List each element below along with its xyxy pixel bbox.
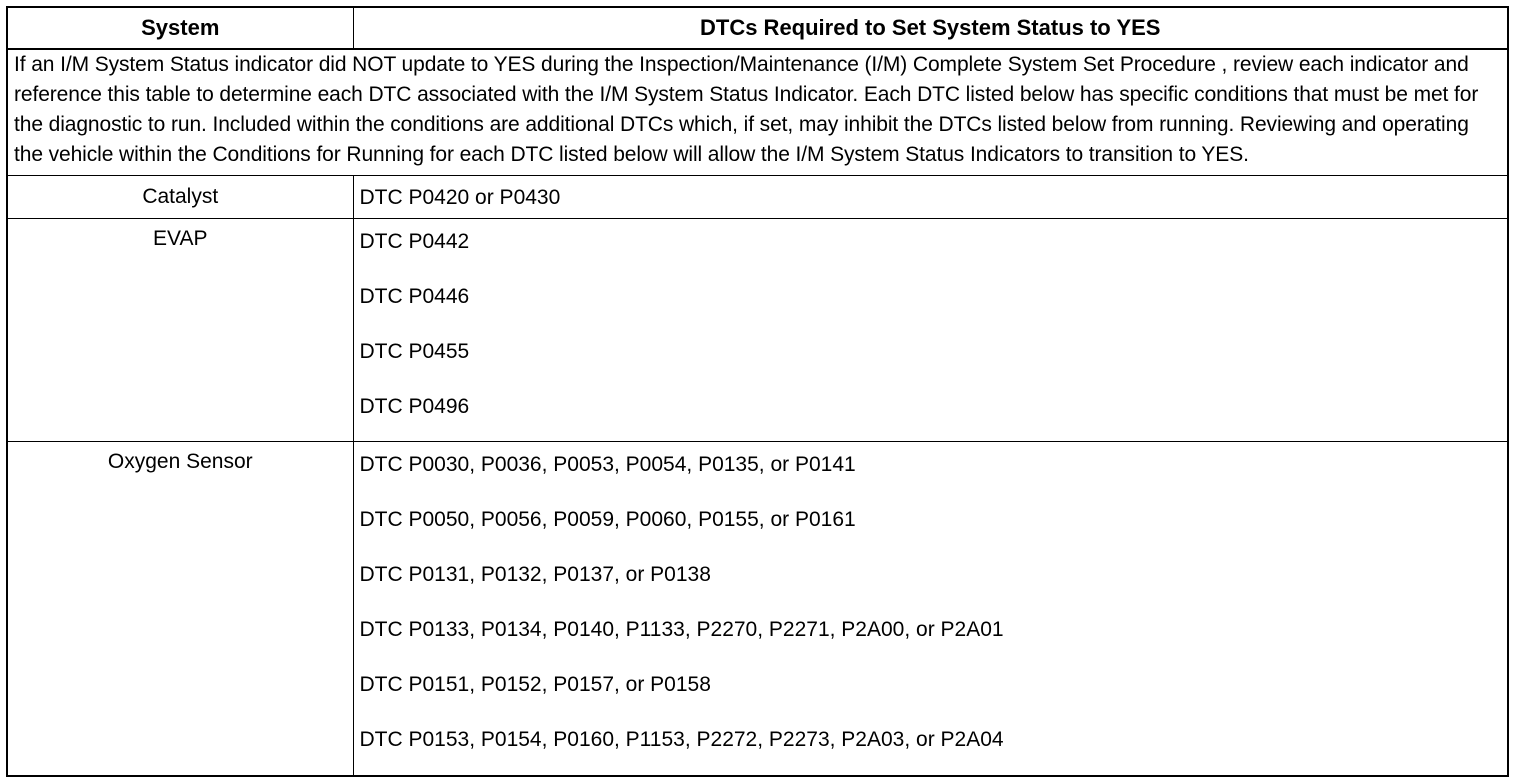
intro-row [7,49,1508,176]
header-system: System [7,7,353,49]
system-cell: Catalyst [7,176,353,219]
table-row-catalyst [7,176,1508,219]
system-cell: Oxygen Sensor [7,442,353,776]
dtc-line: DTC P0153, P0154, P0160, P1153, P2272, P2273, P2A03, or P2A04 [359,728,1004,752]
dtc-line: DTC P0496 [359,395,470,419]
intro-text: If an I/M System Status indicator did NOT update to YES during the Inspection/Maintenance (I/M) Complete System Set Procedure , review each indicator and reference this table to determine each DTC associated with the I/M System Status Indicator. Each DTC listed below has specific conditions that must be met for the diagnostic to run. Included within the conditions are additional DTCs which, if set, may inhibit the DTCs listed below from running. Reviewing and operating the vehicle within the Conditions for Running for each DTC listed below will allow the I/M System Status Indicators to transition to YES. [7,49,1508,176]
dtc-line: DTC P0455 [359,340,470,364]
header-dtcs: DTCs Required to Set System Status to YES [353,7,1508,49]
dtc-line: DTC P0446 [359,285,470,309]
dtc-cell [353,176,1508,219]
system-cell: EVAP [7,219,353,442]
dtc-line: DTC P0151, P0152, P0157, or P0158 [359,673,711,697]
dtc-line: DTC P0133, P0134, P0140, P1133, P2270, P2271, P2A00, or P2A01 [359,618,1004,642]
table-row-evap [7,219,1508,442]
table-header-row [7,7,1508,49]
dtc-cell [353,442,1508,776]
dtc-cell [353,219,1508,442]
dtc-status-table [6,6,1509,777]
dtc-line: DTC P0030, P0036, P0053, P0054, P0135, or P0141 [359,453,856,477]
dtc-line: DTC P0420 or P0430 [359,186,561,210]
dtc-line: DTC P0131, P0132, P0137, or P0138 [359,563,711,587]
dtc-line: DTC P0050, P0056, P0059, P0060, P0155, or P0161 [359,508,856,532]
dtc-line: DTC P0442 [359,230,470,254]
table-row-oxygen-sensor [7,442,1508,776]
